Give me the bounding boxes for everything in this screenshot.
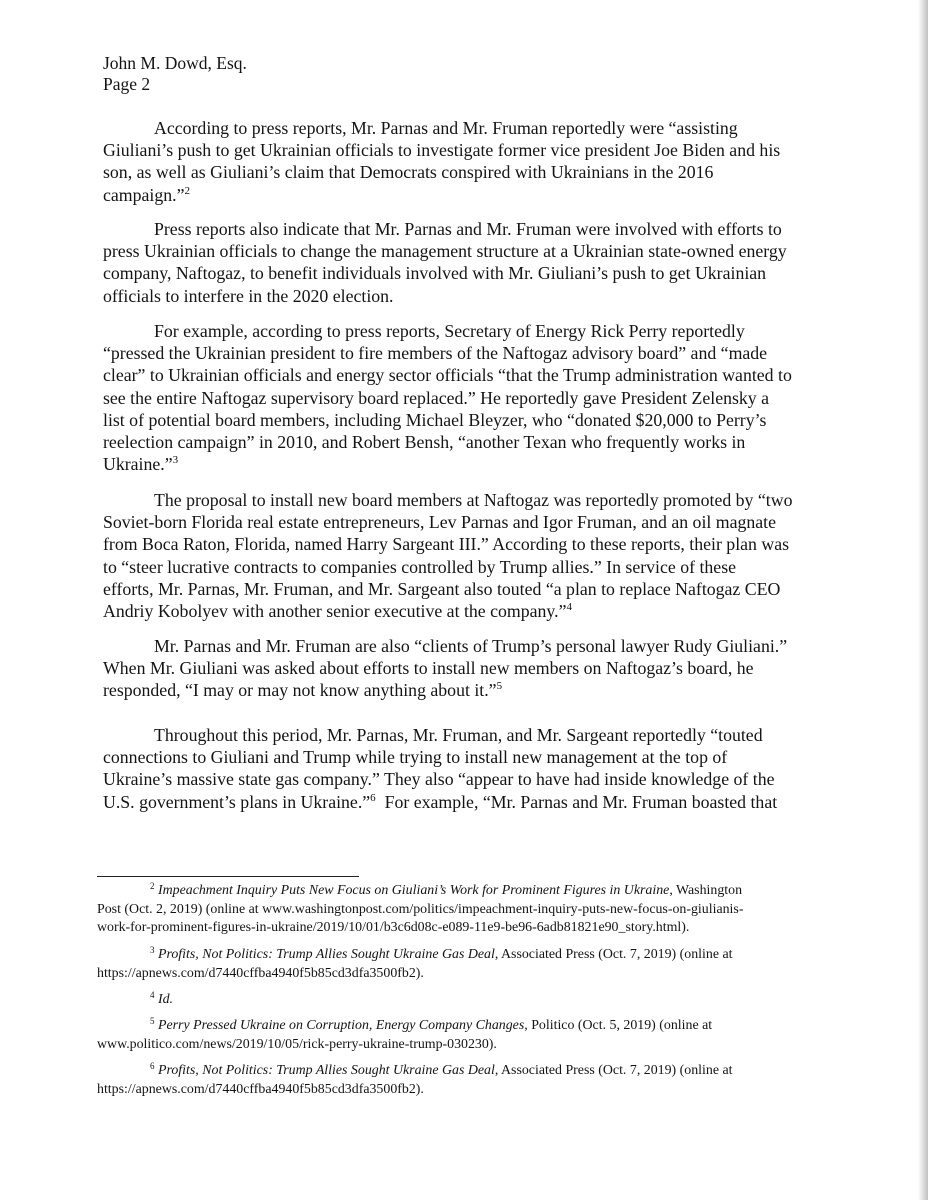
paragraph-line: Mr. Parnas and Mr. Fruman are also “clients of Trump’s personal lawyer Rudy Giuliani.” <box>154 636 788 656</box>
paragraph-line: Giuliani’s push to get Ukrainian officials to investigate former vice president Joe Biden and his <box>103 140 781 161</box>
footnote-text: https://apnews.com/d7440cffba4940f5b85cd3dfa3500fb2). <box>97 965 424 981</box>
scan-edge-shadow <box>918 0 928 1200</box>
paragraph-line: The proposal to install new board members at Naftogaz was reportedly promoted by “two <box>154 490 793 510</box>
footnote-5 <box>97 1017 809 1054</box>
paragraph-1 <box>103 117 808 206</box>
footnote-text: Post (Oct. 2, 2019) (online at www.washingtonpost.com/politics/impeachment-inquiry-puts-new-focus-on-giulianis- <box>97 901 744 917</box>
paragraph-4 <box>103 489 808 622</box>
footnote-text: , Washington <box>669 883 743 898</box>
paragraph-line: “pressed the Ukrainian president to fire members of the Naftogaz advisory board” and “made <box>103 343 768 364</box>
paragraph-line: to “steer lucrative contracts to companies controlled by Trump allies.” In service of these <box>103 556 737 577</box>
paragraph-line: When Mr. Giuliani was asked about efforts to install new members on Naftogaz’s board, he <box>103 658 754 679</box>
paragraph-line: press Ukrainian officials to change the management structure at a Ukrainian state-owned energy <box>103 241 787 262</box>
paragraph-2 <box>103 218 808 307</box>
paragraph-line: from Boca Raton, Florida, named Harry Sargeant III.” According to these reports, their plan was <box>103 534 790 555</box>
footnote-text: https://apnews.com/d7440cffba4940f5b85cd3dfa3500fb2). <box>97 1081 424 1097</box>
footnote-ref: 6 <box>370 791 376 804</box>
paragraph-line: Andriy Kobolyev with another senior executive at the company.” <box>103 601 567 622</box>
paragraph-line: Soviet-born Florida real estate entrepreneurs, Lev Parnas and Igor Fruman, and an oil magnate <box>103 512 776 533</box>
paragraph-line: campaign.” <box>103 184 185 205</box>
paragraph-line: For example, according to press reports, Secretary of Energy Rick Perry reportedly <box>154 321 745 341</box>
footnote-text: www.politico.com/news/2019/10/05/rick-perry-ukraine-trump-030230). <box>97 1036 497 1052</box>
paragraph-line: Throughout this period, Mr. Parnas, Mr. Fruman, and Mr. Sargeant reportedly “touted <box>154 725 763 745</box>
paragraph-5 <box>103 635 808 702</box>
footnote-text: , Associated Press (Oct. 7, 2019) (online at <box>494 1063 733 1078</box>
footnote-6 <box>97 1062 809 1099</box>
footnote-number: 3 <box>150 945 155 955</box>
paragraph-line: U.S. government’s plans in Ukraine.” <box>103 791 371 812</box>
footnote-title: Profits, Not Politics: Trump Allies Sought Ukraine Gas Deal <box>157 947 495 962</box>
paragraph-line: company, Naftogaz, to benefit individuals involved with Mr. Giuliani’s push to get Ukrainian <box>103 263 767 284</box>
footnote-ref: 4 <box>566 601 572 614</box>
paragraph-line: Ukraine.” <box>103 454 173 475</box>
footnote-number: 2 <box>150 881 155 891</box>
letter-header <box>103 53 247 95</box>
footnote-title: Perry Pressed Ukraine on Corruption, Energy Company Changes <box>157 1018 525 1033</box>
paragraph-line: connections to Giuliani and Trump while trying to install new management at the top of <box>103 747 728 768</box>
paragraph-line: responded, “I may or may not know anything about it.” <box>103 680 497 701</box>
footnote-text: , Associated Press (Oct. 7, 2019) (online at <box>494 947 733 962</box>
footnote-text: , Politico (Oct. 5, 2019) (online at <box>524 1018 713 1033</box>
footnote-text: work-for-prominent-figures-in-ukraine/2019/10/01/b3c6d08c-e089-11e9-be96-6adb81821e90_story.html). <box>97 920 690 935</box>
footnote-number: 4 <box>150 990 155 1000</box>
paragraph-line: officials to interfere in the 2020 election. <box>103 285 394 306</box>
paragraph-6 <box>103 724 808 813</box>
footnote-title: Profits, Not Politics: Trump Allies Sought Ukraine Gas Deal <box>157 1063 495 1078</box>
footnote-3 <box>97 946 809 983</box>
footnote-ref: 3 <box>172 454 179 467</box>
footnote-separator <box>97 876 359 877</box>
paragraph-line: see the entire Naftogaz supervisory board replaced.” He reportedly gave President Zelensky a <box>103 387 770 408</box>
paragraph-line: According to press reports, Mr. Parnas and Mr. Fruman reportedly were “assisting <box>154 118 738 138</box>
paragraph-line: efforts, Mr. Parnas, Mr. Fruman, and Mr. Sargeant also touted “a plan to replace Naftogaz CEO <box>103 578 781 599</box>
paragraph-line: For example, “Mr. Parnas and Mr. Fruman boasted that <box>375 791 778 812</box>
footnote-2 <box>97 882 809 938</box>
paragraph-line: clear” to Ukrainian officials and energy sector officials “that the Trump administration wanted to <box>103 365 792 386</box>
paragraph-line: list of potential board members, including Michael Bleyzer, who “donated $20,000 to Perry’s <box>103 409 767 430</box>
paragraph-3 <box>103 320 808 475</box>
footnote-title: Id. <box>157 992 174 1007</box>
addressee: John M. Dowd, Esq. <box>103 53 247 73</box>
paragraph-line: Ukraine’s massive state gas company.” They also “appear to have had inside knowledge of the <box>103 769 775 790</box>
footnote-ref: 2 <box>184 184 190 197</box>
paragraph-line: Press reports also indicate that Mr. Parnas and Mr. Fruman were involved with efforts to <box>154 219 782 239</box>
footnote-number: 5 <box>150 1016 155 1026</box>
footnote-4 <box>97 991 809 1010</box>
footnote-number: 6 <box>150 1061 155 1071</box>
paragraph-line: reelection campaign” in 2010, and Robert Bensh, “another Texan who frequently works in <box>103 432 746 453</box>
page-number: Page 2 <box>103 74 151 94</box>
footnote-ref: 5 <box>496 680 503 693</box>
footnote-title: Impeachment Inquiry Puts New Focus on Giuliani’s Work for Prominent Figures in Ukraine <box>157 883 670 898</box>
paragraph-line: son, as well as Giuliani’s claim that Democrats conspired with Ukrainians in the 2016 <box>103 162 714 183</box>
